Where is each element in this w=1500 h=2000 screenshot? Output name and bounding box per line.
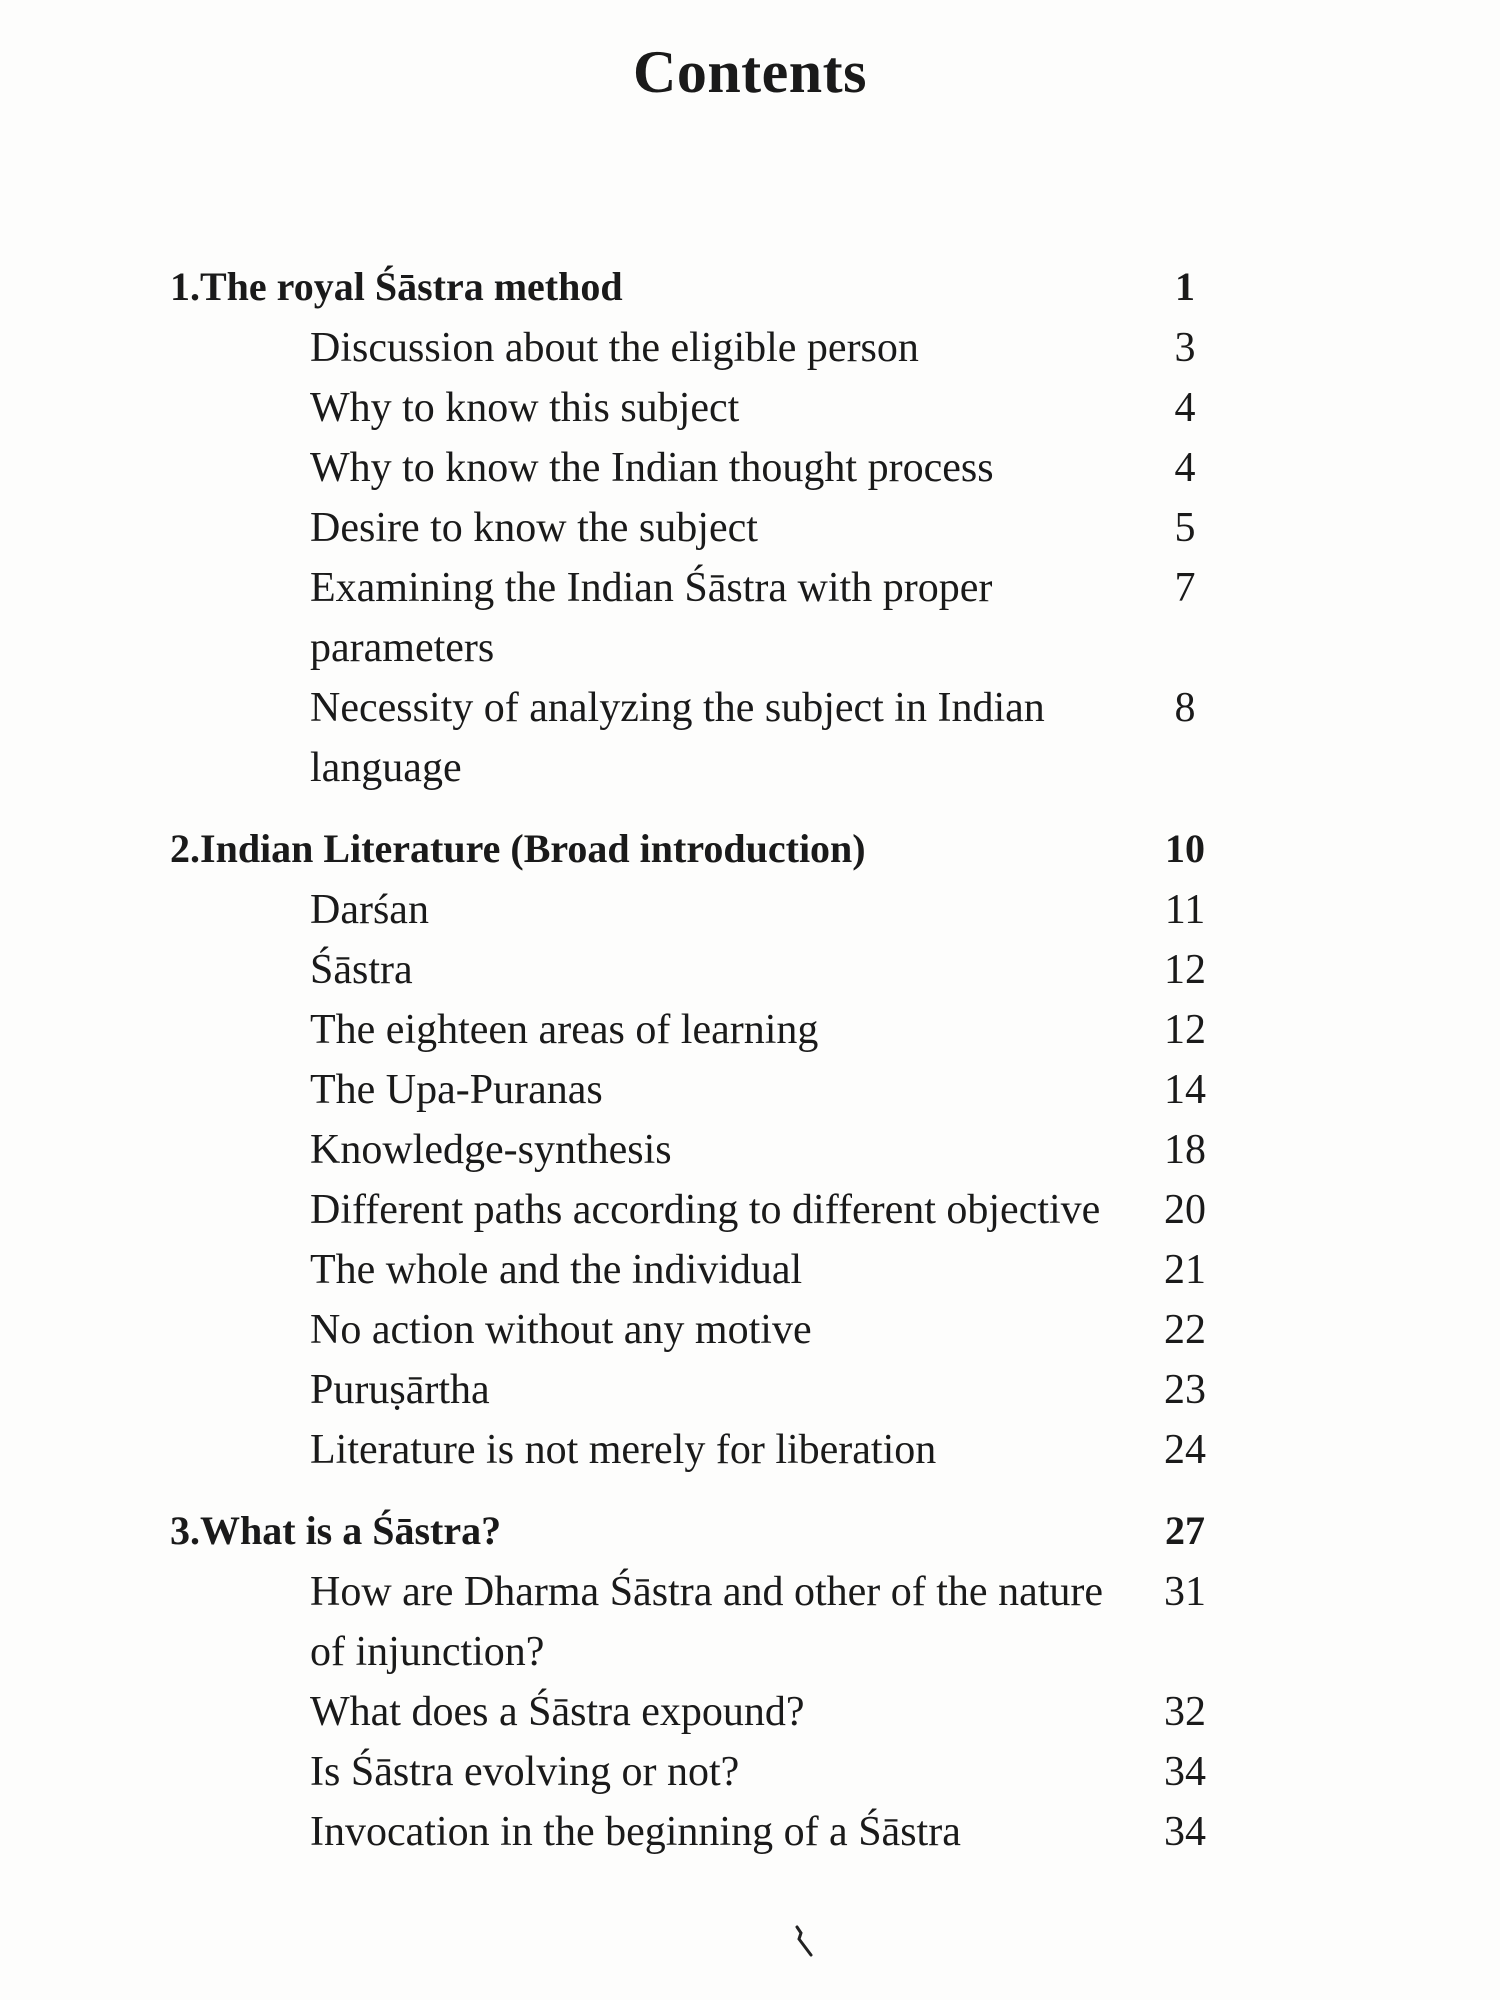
toc-entry: [170, 1360, 1230, 1420]
toc-entry: [170, 1742, 1230, 1802]
entry-title: Necessity of analyzing the subject in Indian language: [310, 685, 1045, 791]
toc-entry: [170, 1120, 1230, 1180]
entry-page-number: 20: [1164, 1187, 1206, 1233]
chapter-2: [170, 820, 1230, 1480]
entry-title: Darśan: [310, 887, 429, 933]
entry-page-number: 34: [1164, 1749, 1206, 1795]
toc-entry: [170, 1060, 1230, 1120]
chapter-page-number: 10: [1165, 826, 1205, 871]
table-of-contents: [170, 258, 1230, 1884]
entry-page-number: 34: [1164, 1809, 1206, 1855]
entry-title: Literature is not merely for liberation: [310, 1427, 937, 1473]
entry-page-number: 4: [1174, 445, 1196, 491]
toc-entry: [170, 1682, 1230, 1742]
entry-page-number: 21: [1164, 1247, 1206, 1293]
toc-entry: [170, 1802, 1230, 1862]
chapter-heading-row: [170, 820, 1230, 878]
entry-page-number: 22: [1164, 1307, 1206, 1353]
entry-page-number: 4: [1174, 385, 1196, 431]
page-title: Contents: [632, 39, 867, 105]
entry-title: Examining the Indian Śāstra with proper parameters: [310, 565, 993, 671]
chapter-1: [170, 258, 1230, 798]
chapter-3: [170, 1502, 1230, 1862]
entry-title: Different paths according to different objective: [310, 1187, 1101, 1233]
toc-entry: [170, 1562, 1230, 1682]
entry-title: What does a Śāstra expound?: [310, 1689, 805, 1735]
toc-entry: [170, 558, 1230, 678]
chapter-page-number: 27: [1165, 1508, 1205, 1553]
entry-title: The eighteen areas of learning: [310, 1007, 819, 1053]
toc-entry: [170, 940, 1230, 1000]
entry-page-number: 14: [1164, 1067, 1206, 1113]
entry-title: Puruṣārtha: [310, 1367, 490, 1413]
toc-entry: [170, 678, 1230, 798]
entry-title: No action without any motive: [310, 1307, 812, 1353]
entry-title: Why to know this subject: [310, 385, 740, 431]
toc-entry: [170, 1240, 1230, 1300]
entry-title: How are Dharma Śāstra and other of the nature of injunction?: [310, 1569, 1104, 1675]
toc-entry: [170, 1180, 1230, 1240]
entry-title: The whole and the individual: [310, 1247, 803, 1293]
entry-title: Knowledge-synthesis: [310, 1127, 672, 1173]
chapter-title: 3.What is a Śāstra?: [170, 1508, 502, 1553]
chapter-heading-row: [170, 1502, 1230, 1560]
toc-entry: [170, 498, 1230, 558]
entry-page-number: 32: [1164, 1689, 1206, 1735]
toc-entry: [170, 880, 1230, 940]
pen-mark-icon: [793, 1925, 817, 1959]
entry-title: Is Śāstra evolving or not?: [310, 1749, 740, 1795]
toc-entry: [170, 1300, 1230, 1360]
toc-entry: [170, 1420, 1230, 1480]
entry-page-number: 23: [1164, 1367, 1206, 1413]
entry-title: Why to know the Indian thought process: [310, 445, 994, 491]
entry-title: Discussion about the eligible person: [310, 325, 919, 371]
entry-title: Śāstra: [310, 947, 413, 993]
toc-entry: [170, 438, 1230, 498]
entry-page-number: 11: [1164, 887, 1206, 933]
entry-page-number: 12: [1164, 947, 1206, 993]
entry-page-number: 18: [1164, 1127, 1206, 1173]
entry-title: The Upa-Puranas: [310, 1067, 603, 1113]
entry-title: Desire to know the subject: [310, 505, 758, 551]
entry-page-number: 12: [1164, 1007, 1206, 1053]
chapter-heading-row: [170, 258, 1230, 316]
toc-entry: [170, 318, 1230, 378]
toc-entry: [170, 378, 1230, 438]
chapter-page-number: 1: [1175, 264, 1195, 309]
chapter-title: 1.The royal Śāstra method: [170, 264, 623, 309]
entry-page-number: 7: [1174, 565, 1196, 611]
entry-page-number: 24: [1164, 1427, 1206, 1473]
entry-page-number: 3: [1174, 325, 1196, 371]
entry-page-number: 8: [1174, 685, 1196, 731]
entry-page-number: 5: [1174, 505, 1196, 551]
chapter-title: 2.Indian Literature (Broad introduction): [170, 826, 866, 871]
toc-entry: [170, 1000, 1230, 1060]
entry-title: Invocation in the beginning of a Śāstra: [310, 1809, 961, 1855]
entry-page-number: 31: [1164, 1569, 1206, 1615]
